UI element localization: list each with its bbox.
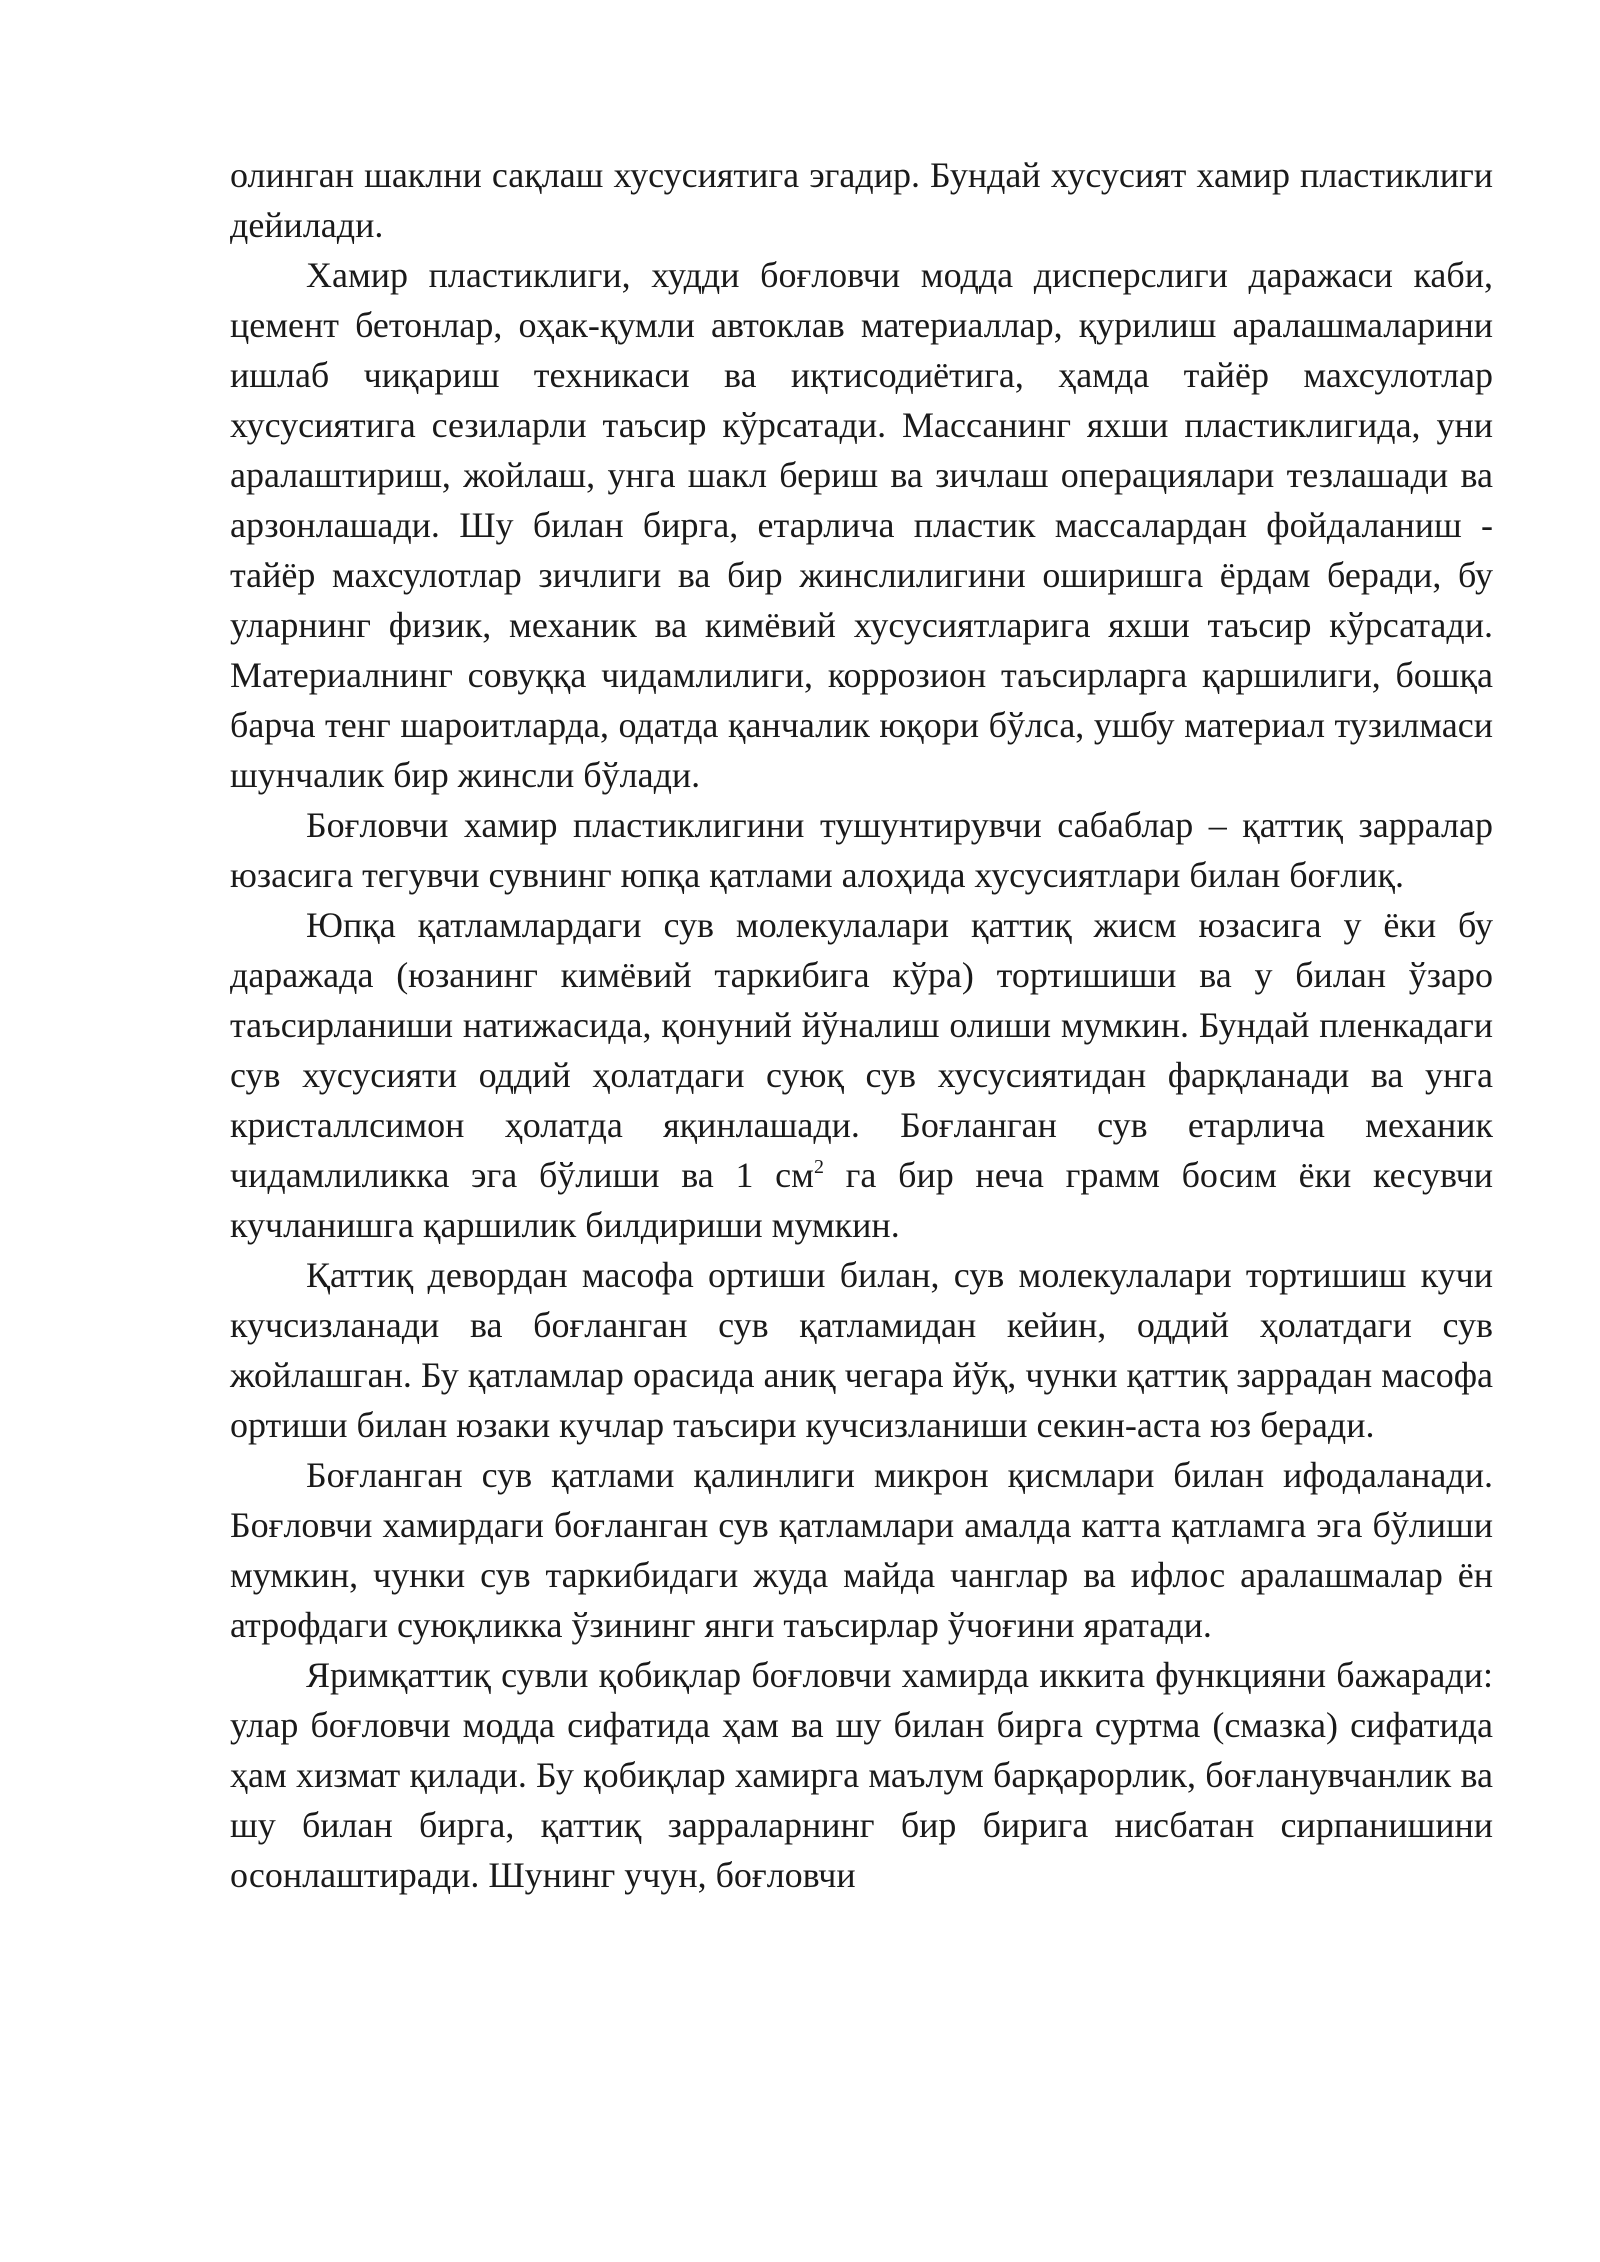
paragraph-5: Қаттиқ девордан масофа ортиши билан, сув молекулалари тортишиш кучи кучсизланади ва боғланган сув қатламидан кейин, оддий ҳолатдаги сув жойлашган. Бу қатламлар орасида аниқ чегара йўқ, чунки қаттиқ заррадан масофа ортиши билан юзаки кучлар таъсири кучсизланиши секин-аста юз беради. <box>230 1255 1493 1445</box>
superscript-square: 2 <box>813 1156 824 1178</box>
paragraph-4-text: Юпқа қатламлардаги сув молекулалари қаттиқ жисм юзасига у ёки бу даражада (юзанинг кимёвий таркибига кўра) тортишиши ва у билан ўзаро таъсирланиши натижасида, қонуний йўналиш олиши мумкин. Бундай пленкадаги сув хусусияти оддий ҳолатдаги суюқ сув хусусиятидан фарқланади ва унга кристаллсимон ҳолатда яқинлашади. Боғланган сув етарлича механик чидамлиликка эга бўлиши ва 1 см <box>230 905 1493 1195</box>
paragraph-6: Боғланган сув қатлами қалинлиги микрон қисмлари билан ифодаланади. Боғловчи хамирдаги боғланган сув қатламлари амалда катта қатламга эга бўлиши мумкин, чунки сув таркибидаги жуда майда чанглар ва ифлос аралашмалар ён атрофдаги суюқликка ўзининг янги таъсирлар ўчоғини яратади. <box>230 1455 1493 1645</box>
paragraph-3: Боғловчи хамир пластиклигини тушунтирувчи сабаблар – қаттиқ зарралар юзасига тегувчи сувнинг юпқа қатлами алоҳида хусусиятлари билан боғлиқ. <box>230 805 1493 895</box>
paragraph-4-text-end: га бир неча грамм босим ёки кесувчи кучланишга қаршилик билдириши мумкин. <box>230 1155 1494 1245</box>
paragraph-1: олинган шаклни сақлаш хусусиятига эгадир. Бундай хусусият хамир пластиклиги дейилади. <box>230 155 1493 245</box>
paragraph-2: Хамир пластиклиги, худди боғловчи модда дисперслиги даражаси каби, цемент бетонлар, оҳак-қумли автоклав материаллар, қурилиш аралашмаларини ишлаб чиқариш техникаси ва иқтисодиётига, ҳамда тайёр махсулотлар хусусиятига сезиларли таъсир кўрсатади. Массанинг яхши пластиклигида, уни аралаштириш, жойлаш, унга шакл бериш ва зичлаш операциялари тезлашади ва арзонлашади. Шу билан бирга, етарлича пластик массалардан фойдаланиш - тайёр махсулотлар зичлиги ва бир жинслилигини оширишга ёрдам беради, бу уларнинг физик, механик ва кимёвий хусусиятларига яхши таъсир кўрсатади. Материалнинг совуққа чидамлилиги, коррозион таъсирларга қаршилиги, бошқа барча тенг шароитларда, одатда қанчалик юқори бўлса, ушбу материал тузилмаси шунчалик бир жинсли бўлади. <box>230 255 1493 795</box>
paragraph-7: Яримқаттиқ сувли қобиқлар боғловчи хамирда иккита функцияни бажаради: улар боғловчи модда сифатида ҳам ва шу билан бирга суртма (смазка) сифатида ҳам хизмат қилади. Бу қобиқлар хамирга маълум барқарорлик, боғланувчанлик ва шу билан бирга, қаттиқ зарраларнинг бир бирига нисбатан сирпанишини осонлаштиради. Шунинг учун, боғловчи <box>230 1655 1493 1895</box>
paragraph-4 <box>230 900 1493 1250</box>
body-text <box>230 150 1493 1900</box>
